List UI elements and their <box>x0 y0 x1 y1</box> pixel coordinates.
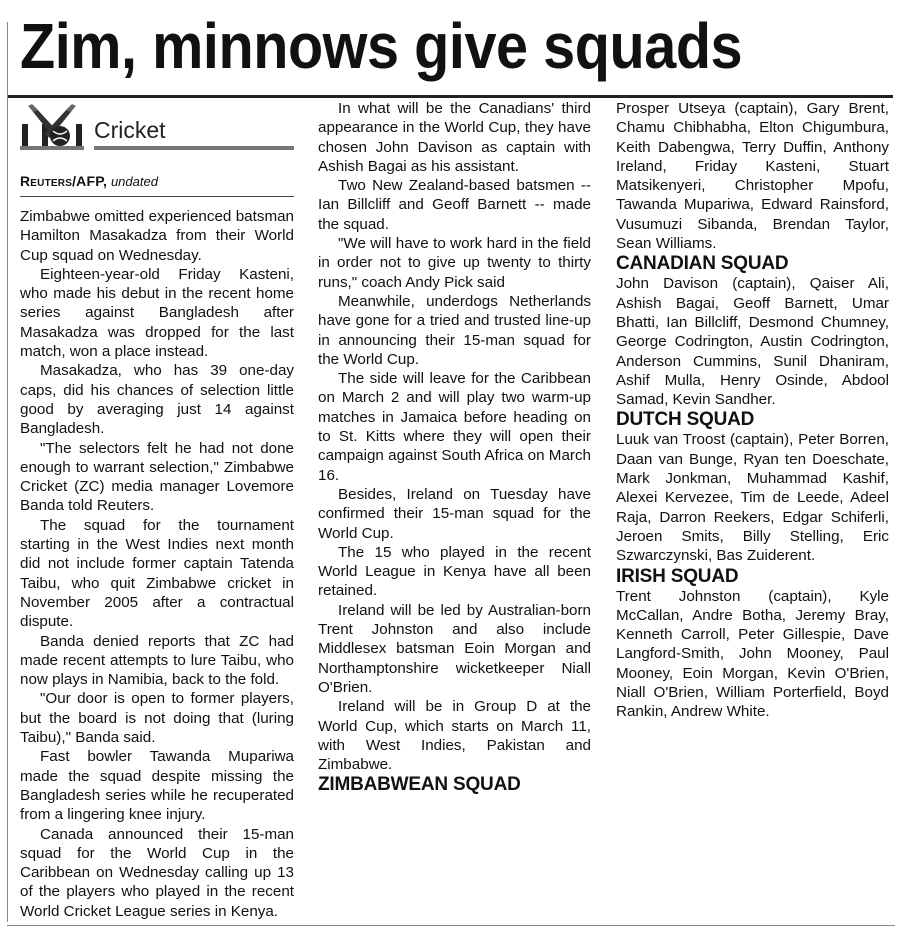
article-paragraph: Two New Zealand-based batsmen -- Ian Billcliff and Geoff Barnett -- made the squad. <box>318 177 591 233</box>
article-paragraph: Besides, Ireland on Tuesday have confirmed their 15-man squad for the World Cup. <box>318 485 591 542</box>
squad-heading-ireland: IRISH SQUAD <box>616 565 739 587</box>
squad-list-zimbabwe: Prosper Utseya (captain), Gary Brent, Chamu Chibhabha, Elton Chigumbura, Keith Dabengwa, Terry Duffin, Anthony Ireland, Friday Kasteni, Stuart Matsikenyeri, Christopher Mpofu, Tawanda Mupariwa, Edward Rainsford, Vusumuzi Sibanda, Brendan Taylor, Sean Williams. <box>616 100 889 253</box>
article-paragraph: "The selectors felt he had not done enough to warrant selection," Zimbabwe Cricket (ZC) media manager Lovemore Banda told Reuters. <box>20 439 294 515</box>
article-paragraph: Meanwhile, underdogs Netherlands have gone for a tried and trusted line-up in announcing their 15-man squad for the World Cup. <box>318 292 591 368</box>
byline-date: undated <box>110 174 158 189</box>
squad-list-ireland: Trent Johnston (captain), Kyle McCallan, Andre Botha, Jeremy Bray, Kenneth Carroll, Peter Gillespie, Dave Langford-Smith, John Mooney, Paul Mooney, Eoin Morgan, Kevin O'Brien, Niall O'Brien, William Porterfield, Boyd Rankin, Andrew White. <box>616 587 889 721</box>
headline: Zim, minnows give squads <box>20 10 743 82</box>
article-paragraph: "We will have to work hard in the field in order not to give up twenty to thirty runs," coach Andy Pick said <box>318 235 591 291</box>
left-border-rule <box>7 22 8 922</box>
article-paragraph: The squad for the tournament starting in the West Indies next month did not include former captain Tatenda Taibu, who quit Zimbabwe cricket in November 2005 after a contractual dispute. <box>20 516 294 631</box>
squad-heading-zimbabwe: ZIMBABWEAN SQUAD <box>318 774 521 796</box>
byline <box>20 172 294 191</box>
section-label: Cricket <box>94 117 166 143</box>
article-paragraph: "Our door is open to former players, but the board is not doing that (luring Taibu)," Banda said. <box>20 690 294 747</box>
article-paragraph: Zimbabwe omitted experienced batsman Hamilton Masakadza from their World Cup squad on Wednesday. <box>20 208 294 264</box>
article-paragraph: In what will be the Canadians' third appearance in the World Cup, they have chosen John Davison as captain with Ashish Bagai as his assistant. <box>318 100 591 175</box>
article-paragraph: Fast bowler Tawanda Mupariwa made the squad despite missing the Bangladesh series while he recuperated from a lingering knee injury. <box>20 748 294 824</box>
article-paragraph: Eighteen-year-old Friday Kasteni, who made his debut in the recent home series against Bangladesh after Masakadza was dropped for the last match, won a place instead. <box>20 265 294 361</box>
article-column-1 <box>20 207 294 921</box>
article-paragraph: Ireland will be in Group D at the World Cup, which starts on March 11, with West Indies, Pakistan and Zimbabwe. <box>318 698 591 774</box>
squad-heading-netherlands: DUTCH SQUAD <box>616 409 755 431</box>
article-column-2 <box>318 99 591 795</box>
article-paragraph: Ireland will be led by Australian-born Trent Johnston and also include Middlesex batsman Eoin Morgan and Northamptonshire wicketkeeper Niall O'Brien. <box>318 601 591 696</box>
article-paragraph: The 15 who played in the recent World League in Kenya have all been retained. <box>318 543 591 600</box>
squad-heading-canada: CANADIAN SQUAD <box>616 253 789 275</box>
article-paragraph: Canada announced their 15-man squad for the World Cup in the Caribbean on Wednesday calling up 13 of the players who played in the recent World Cricket League series in Kenya. <box>20 825 294 920</box>
byline-rule <box>20 196 294 197</box>
byline-source: Reuters/AFP, <box>20 173 108 189</box>
cricket-bats-ball-icon <box>20 104 84 150</box>
article-column-3 <box>616 99 889 722</box>
article-paragraph: Banda denied reports that ZC had made recent attempts to lure Taibu, who now plays in Namibia, back to the fold. <box>20 632 294 689</box>
article-paragraph: Masakadza, who has 39 one-day caps, did his chances of selection little good by averaging just 14 against Bangladesh. <box>20 362 294 438</box>
section-flag <box>20 104 294 150</box>
bottom-border-rule <box>7 925 895 926</box>
squad-list-netherlands: Luuk van Troost (captain), Peter Borren, Daan van Bunge, Ryan ten Doeschate, Mark Jonkman, Muhammad Kashif, Alexei Kervezee, Tim de Leede, Adeel Raja, Darron Reekers, Edgar Schiferli, Jeroen Smits, Billy Stelling, Eric Szwarczynski, Bas Zuiderent. <box>616 431 889 565</box>
headline-rule <box>8 95 893 98</box>
article-paragraph: The side will leave for the Caribbean on March 2 and will play two warm-up matches in Jamaica before heading on to St. Kitts where they will open their campaign against South Africa on March 16. <box>318 370 591 484</box>
squad-list-canada: John Davison (captain), Qaiser Ali, Ashish Bagai, Geoff Barnett, Umar Bhatti, Ian Billcliff, Desmond Chumney, George Codrington, Austin Codrington, Anderson Cummins, Sunil Dhaniram, Ashif Mulla, Henry Osinde, Abdool Samad, Kevin Sandher. <box>616 275 889 409</box>
section-rule <box>94 146 294 150</box>
